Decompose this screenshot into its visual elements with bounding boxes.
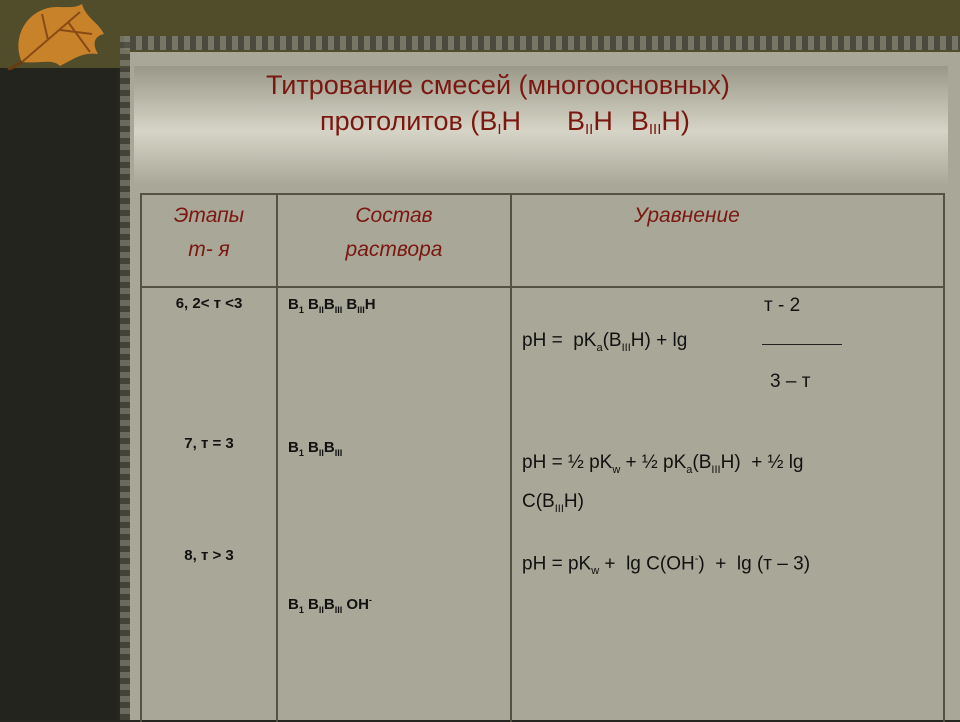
column-divider xyxy=(276,195,278,722)
header-divider xyxy=(142,286,943,288)
equation-denominator: 3 – т xyxy=(770,371,811,392)
equation-excess: pH = $pK_w + \lg C(OH^-) + \lg (т - 3)$ xyxy=(522,553,811,578)
equation-henderson: pH = $pK_a(B_{III}H) + \lg$ xyxy=(522,330,688,354)
header-stage: Этапы т- я xyxy=(173,204,245,261)
column-divider xyxy=(510,195,512,722)
composition-cell: $B_1$ $B_{II}B_{III}$ xyxy=(288,439,343,458)
title-line-2: протолитов ($B_IH$ $B_{II}H$ $B_{III}H$) xyxy=(320,106,690,138)
title-line-1: Титрование смесей (многоосновных) xyxy=(266,70,730,100)
slide-title xyxy=(134,66,948,184)
stage-cell: 8, т > 3 xyxy=(184,547,234,564)
composition-cell: $B_1$ $B_{II}B_{III}$ $B_{III}H$ xyxy=(288,296,376,315)
header-equation: Уравнение xyxy=(634,204,740,227)
left-decorative-strip xyxy=(0,68,118,720)
stage-cell: 7, т = 3 xyxy=(184,435,234,452)
equation-numerator: т - 2 xyxy=(764,295,801,316)
header-composition: Состав раствора xyxy=(345,204,443,261)
dashed-border-top xyxy=(124,36,960,50)
autumn-leaf-decoration xyxy=(2,0,112,70)
titration-table xyxy=(140,193,945,722)
equation-equivalence: pH = ½ $pK_w$ + ½ $pK_a(B_{III}H)$ + ½ lg $C(B_{III}H)$ xyxy=(522,452,804,515)
composition-cell: $B_1$ $B_{II}B_{III}$ OH- xyxy=(288,595,372,615)
fraction-bar xyxy=(762,344,842,345)
dashed-border-left xyxy=(120,36,130,720)
stage-cell: 6, 2< т <3 xyxy=(175,295,243,312)
